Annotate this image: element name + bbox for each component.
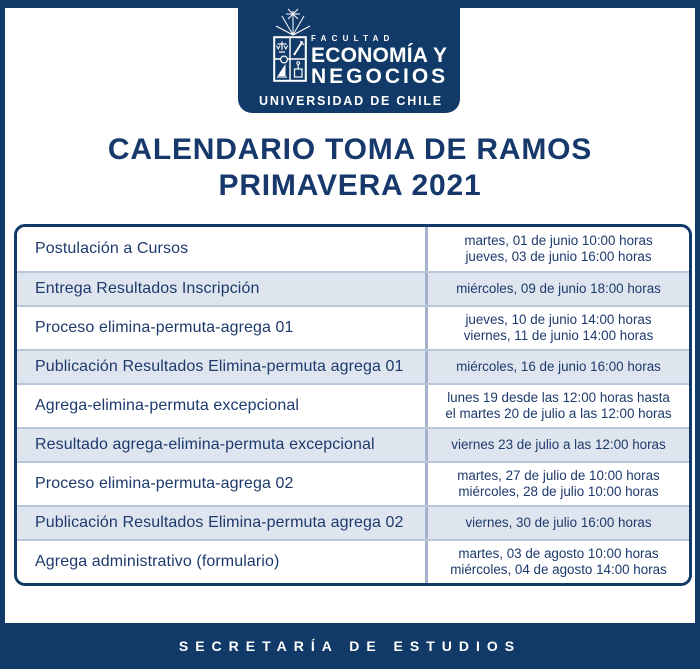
activity-cell: Postulación a Cursos bbox=[35, 240, 189, 257]
activity-cell: Proceso elimina-permuta-agrega 01 bbox=[35, 319, 294, 336]
date-line: viernes, 11 de junio 14:00 horas bbox=[463, 328, 654, 343]
footer-bar bbox=[0, 623, 700, 669]
date-line: miércoles, 28 de julio 10:00 horas bbox=[458, 484, 659, 499]
logo-tab bbox=[238, 0, 460, 113]
logo-line-negocios: NEGOCIOS bbox=[311, 65, 449, 88]
dates-cell bbox=[425, 385, 689, 427]
dates-cell bbox=[425, 273, 689, 305]
right-border-bar bbox=[695, 0, 700, 669]
dates-cell bbox=[425, 227, 689, 271]
table-row bbox=[17, 305, 689, 349]
date-line: jueves, 03 de junio 16:00 horas bbox=[465, 249, 652, 264]
table-row bbox=[17, 505, 689, 539]
date-line: viernes 23 de julio a las 12:00 horas bbox=[451, 436, 666, 452]
university-shield-icon bbox=[273, 36, 307, 82]
table-row bbox=[17, 349, 689, 383]
starburst-rays-icon bbox=[272, 8, 314, 36]
faculty-logo bbox=[259, 8, 449, 108]
logo-line-economia: ECONOMÍA Y bbox=[311, 44, 448, 67]
dates-cell bbox=[425, 307, 689, 349]
university-label: UNIVERSIDAD DE CHILE bbox=[259, 94, 443, 108]
activity-cell: Entrega Resultados Inscripción bbox=[35, 280, 260, 297]
activity-cell: Proceso elimina-permuta-agrega 02 bbox=[35, 475, 294, 492]
date-line: miércoles, 09 de junio 18:00 horas bbox=[456, 280, 661, 296]
table-row bbox=[17, 539, 689, 583]
footer-label: SECRETARÍA DE ESTUDIOS bbox=[178, 638, 522, 654]
dates-cell bbox=[425, 463, 689, 505]
activity-cell: Publicación Resultados Elimina-permuta agrega 02 bbox=[35, 514, 404, 531]
page-title-line1: CALENDARIO TOMA DE RAMOS bbox=[107, 133, 593, 166]
date-line: miércoles, 16 de junio 16:00 horas bbox=[456, 358, 661, 374]
table-row bbox=[17, 427, 689, 461]
activity-cell: Agrega-elimina-permuta excepcional bbox=[35, 397, 299, 414]
date-line: viernes, 30 de julio 16:00 horas bbox=[465, 514, 652, 530]
activity-cell: Resultado agrega-elimina-permuta excepcional bbox=[35, 436, 375, 453]
date-line: jueves, 10 de junio 14:00 horas bbox=[465, 311, 652, 327]
date-line: martes, 03 de agosto 10:00 horas bbox=[458, 545, 659, 561]
dates-cell bbox=[425, 541, 689, 583]
date-line: martes, 27 de julio de 10:00 horas bbox=[457, 467, 660, 483]
table-row bbox=[17, 227, 689, 271]
table-row bbox=[17, 461, 689, 505]
date-line: lunes 19 desde las 12:00 horas hasta bbox=[447, 389, 670, 405]
faculty-label: FACULTAD bbox=[311, 34, 395, 43]
table-row bbox=[17, 383, 689, 427]
left-border-bar bbox=[0, 0, 5, 669]
calendar-table bbox=[14, 224, 692, 586]
dates-cell bbox=[425, 429, 689, 461]
activity-cell: Agrega administrativo (formulario) bbox=[35, 553, 280, 570]
date-line: el martes 20 de julio a las 12:00 horas bbox=[445, 406, 672, 421]
logo-text-block bbox=[311, 34, 449, 88]
date-line: miércoles, 04 de agosto 14:00 horas bbox=[450, 562, 667, 577]
dates-cell bbox=[425, 507, 689, 539]
page-title-line2: PRIMAVERA 2021 bbox=[218, 169, 482, 202]
dates-cell bbox=[425, 351, 689, 383]
activity-cell: Publicación Resultados Elimina-permuta agrega 01 bbox=[35, 358, 404, 375]
page-title bbox=[0, 132, 700, 204]
table-row bbox=[17, 271, 689, 305]
date-line: martes, 01 de junio 10:00 horas bbox=[464, 232, 653, 248]
